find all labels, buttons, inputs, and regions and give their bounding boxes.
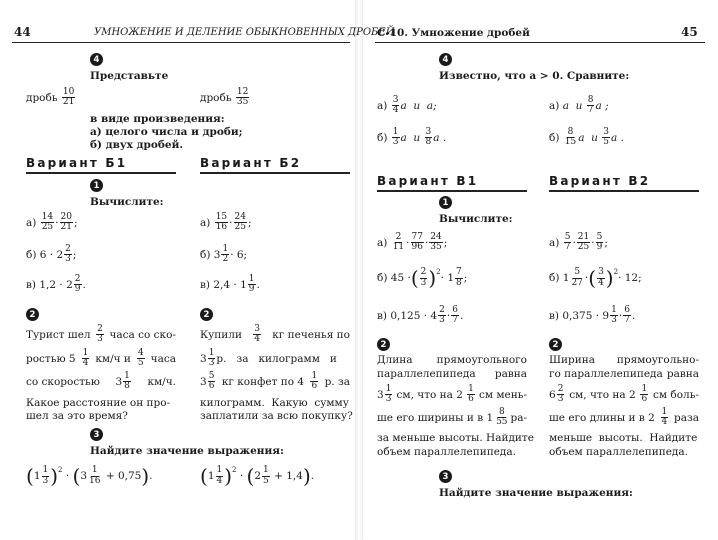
expression-a: а) 15 16 · 24 25 ;	[200, 212, 252, 233]
expression-b: б) 6 · 2 2 3 ;	[26, 244, 77, 265]
problem-line: ростью 5 1 4 км/ч и 4 5 часа	[26, 348, 176, 369]
variant-rule	[549, 190, 699, 192]
problem-line: за меньше высоты. Найдите	[377, 432, 534, 444]
expression-b: б) 45 · ( 2 3 ) $^2$ · 1 7 8 ;	[377, 266, 468, 290]
task-number-badge: 3	[90, 428, 103, 441]
task-text: а) целого числа и дроби;	[90, 126, 243, 138]
problem-line: го параллелепипеда равна	[549, 368, 699, 380]
task-number-badge: 3	[439, 470, 452, 483]
expression: ( 1 1 4 ) $^2$ · ( 2 1 5 + 1,4 ) .	[200, 464, 315, 488]
fraction-expression: дробь 12 35	[200, 87, 249, 108]
task-number-badge: 1	[90, 179, 103, 192]
problem-line: 6 2 3 см, что на 2 1 6 см боль-	[549, 384, 699, 405]
expression-a: а) 14 25 · 20 21 ;	[26, 212, 78, 233]
comparison-b: б) 8 15 a и 3 5 a .	[549, 127, 624, 148]
header-rule	[12, 42, 350, 43]
problem-line: килограмм. Какую сумму	[200, 397, 349, 409]
comparison-b: б) 1 3 a и 3 8 a .	[377, 127, 447, 148]
fraction-expression: дробь 10 21	[26, 87, 75, 108]
task-number-badge: 2	[549, 338, 562, 351]
right-page	[363, 0, 718, 540]
problem-line: объем параллелепипеда.	[377, 446, 516, 458]
expression-a: а) 5 7 · 21 25 · 5 9 ;	[549, 232, 608, 253]
task-number-badge: 2	[377, 338, 390, 351]
problem-line: Какое расстояние он про-	[26, 397, 171, 409]
problem-line: Ширина прямоугольно-	[549, 354, 699, 366]
problem-line: 3 5 6 кг конфет по 4 1 6 р. за	[200, 371, 350, 392]
fraction: 10 21	[62, 87, 75, 108]
page-number: 45	[681, 25, 698, 39]
problem-line: ше его длины и в 2 1 4 раза	[549, 407, 699, 428]
task-number-badge: 4	[90, 53, 103, 66]
task-title: Известно, что a > 0. Сравните:	[439, 70, 630, 82]
problem-line: меньше высоты. Найдите	[549, 432, 698, 444]
problem-line: заплатили за всю покупку?	[200, 410, 353, 422]
expression: ( 1 1 3 ) $^2$ · ( 3 1 16 + 0,75 ) .	[26, 464, 153, 488]
task-text: б) двух дробей.	[90, 139, 184, 151]
variant-heading: Вариант В2	[549, 174, 651, 188]
expression-c: в) 0,125 · 4 2 3 · 6 7 .	[377, 305, 464, 326]
task-title: Найдите значение выражения:	[90, 445, 284, 457]
page-number: 44	[14, 25, 31, 39]
variant-heading: Вариант В1	[377, 174, 479, 188]
task-text: в виде произведения:	[90, 113, 225, 125]
task-number-badge: 1	[439, 196, 452, 209]
task-number-badge: 2	[26, 308, 39, 321]
task-title: Вычислите:	[439, 213, 513, 225]
problem-line: объем параллелепипеда.	[549, 446, 688, 458]
problem-line: со скоростью 3 1 8 км/ч.	[26, 371, 176, 392]
expression-c: в) 1,2 · 2 2 9 .	[26, 274, 86, 295]
variant-heading: Вариант Б1	[26, 156, 128, 170]
task-title: Найдите значение выражения:	[439, 487, 633, 499]
problem-line: Турист шел 2 3 часа со ско-	[26, 324, 176, 345]
task-title: Вычислите:	[90, 196, 164, 208]
problem-line: параллелепипеда равна	[377, 368, 527, 380]
problem-line: Купили 3 4 кг печенья по	[200, 324, 350, 345]
variant-rule	[26, 172, 176, 174]
problem-line: ше его ширины и в 1 8 55 ра-	[377, 407, 527, 428]
variant-heading: Вариант Б2	[200, 156, 302, 170]
problem-line: Длина прямоугольного	[377, 354, 527, 366]
expression-b: б) 3 1 2 · 6;	[200, 244, 248, 265]
fraction: 12 35	[236, 87, 249, 108]
expression-c: в) 0,375 · 9 1 3 · 6 7 .	[549, 305, 636, 326]
book-spine	[355, 0, 363, 540]
comparison-a: а) a и 8 7 a ;	[549, 95, 609, 116]
running-title: С-10. Умножение дробей	[377, 27, 530, 39]
problem-line: шел за это время?	[26, 410, 128, 422]
expression-b: б) 1 5 27 · ( 3 4 ) $^2$ · 12;	[549, 266, 642, 290]
task-number-badge: 4	[439, 53, 452, 66]
task-number-badge: 2	[200, 308, 213, 321]
problem-line: 3 1 3 р. за килограмм и	[200, 348, 337, 369]
running-title: УМНОЖЕНИЕ И ДЕЛЕНИЕ ОБЫКНОВЕННЫХ ДРОБЕЙ	[94, 27, 395, 38]
header-rule	[375, 42, 705, 43]
variant-rule	[377, 190, 527, 192]
expression-a: а) 2 11 · 77 96 · 24 35 ;	[377, 232, 448, 253]
problem-line: 3 1 3 см, что на 2 1 6 см мень-	[377, 384, 527, 405]
expression-c: в) 2,4 · 1 1 9 .	[200, 274, 260, 295]
variant-rule	[200, 172, 350, 174]
task-title: Представьте	[90, 70, 169, 82]
comparison-a: а) 3 4 a и a;	[377, 95, 437, 116]
